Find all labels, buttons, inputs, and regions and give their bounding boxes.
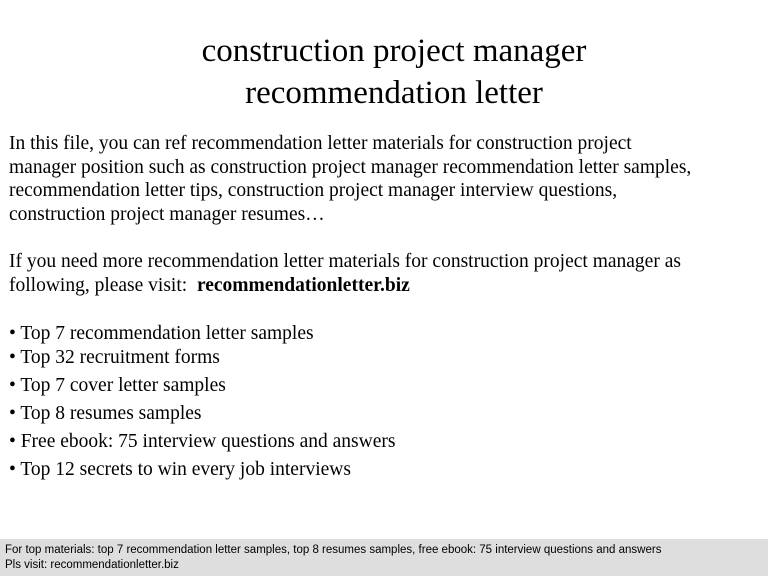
visit-line-1: If you need more recommendation letter materials for construction project manager as [9,251,681,272]
footer-line-1: For top materials: top 7 recommendation letter samples, top 8 resumes samples, free ebook: 75 interview questions and answers [5,544,662,556]
title-line-1: construction project manager [201,33,587,69]
intro-paragraph [9,132,761,226]
list-item: • Top 12 secrets to win every job interviews [9,459,351,480]
title-line-2: recommendation letter [245,75,543,111]
intro-line: construction project manager resumes… [9,203,325,225]
website-link[interactable]: recommendationletter.biz [196,275,410,296]
page-title [0,30,768,114]
list-item: • Top 7 recommendation letter samples [9,323,314,344]
footer-line-2: Pls visit: recommendationletter.biz [5,559,179,571]
materials-list [9,320,761,482]
list-item: • Top 7 cover letter samples [9,375,226,396]
visit-prefix: following, please visit: [9,275,197,296]
visit-line-2 [9,274,761,298]
list-item: • Free ebook: 75 interview questions and answers [9,431,396,452]
intro-line: recommendation letter tips, construction project manager interview questions, [9,180,618,201]
list-item: • Top 32 recruitment forms [9,347,220,368]
intro-line: In this file, you can ref recommendation letter materials for construction project [9,133,632,154]
intro-line: manager position such as construction project manager recommendation letter samples, [9,156,692,178]
visit-paragraph [9,250,761,298]
footer-bar [0,539,768,576]
list-item: • Top 8 resumes samples [9,403,202,424]
